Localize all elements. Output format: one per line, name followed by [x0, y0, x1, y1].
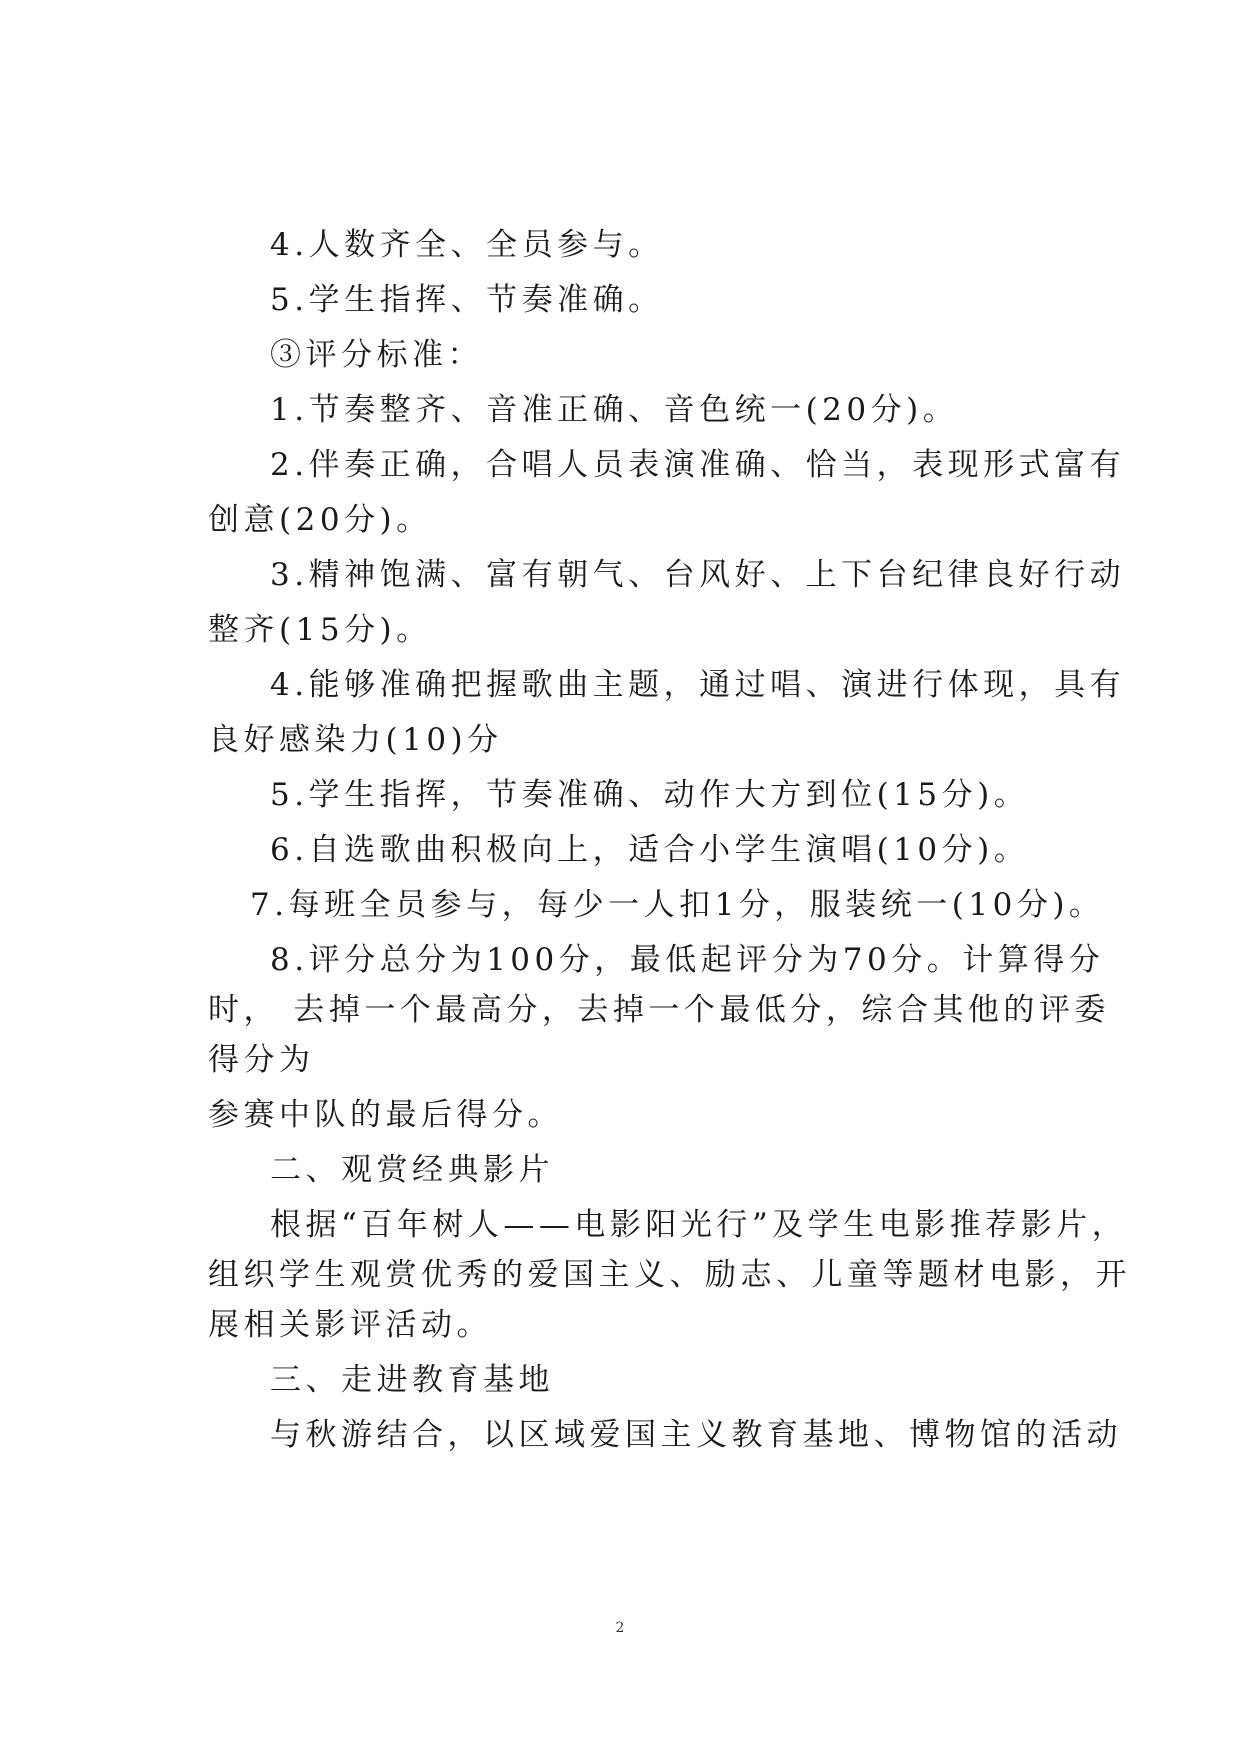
text-line: 1.节奏整齐、音准正确、音色统一(20分)。 — [270, 392, 959, 428]
text-line: 组织学生观赏优秀的爱国主义、励志、儿童等题材电影，开 — [208, 1257, 1131, 1293]
text-line: 与秋游结合，以区域爱国主义教育基地、博物馆的活动 — [270, 1417, 1122, 1453]
text-line: 整齐(15分)。 — [208, 612, 432, 648]
text-line: 4.能够准确把握歌曲主题，通过唱、演进行体现，具有 — [270, 667, 1126, 703]
text-line: 4.人数齐全、全员参与。 — [270, 227, 664, 263]
text-line: 展相关影评活动。 — [208, 1307, 492, 1343]
text-line: 5.学生指挥、节奏准确。 — [270, 282, 664, 318]
text-line: 5.学生指挥，节奏准确、动作大方到位(15分)。 — [270, 777, 1030, 813]
text-line: 3.精神饱满、富有朝气、台风好、上下台纪律良好行动 — [270, 557, 1126, 593]
text-line: 得分为 — [208, 1042, 315, 1078]
page-number: 2 — [615, 1620, 625, 1636]
text-line: 时， 去掉一个最高分，去掉一个最低分，综合其他的评委 — [208, 992, 1110, 1028]
text-line: 创意(20分)。 — [208, 502, 432, 538]
text-line: 良好感染力(10)分 — [208, 722, 503, 758]
text-line: 7.每班全员参与，每少一人扣1分，服装统一(10分)。 — [250, 887, 1105, 923]
text-line: 根据“百年树人——电影阳光行”及学生电影推荐影片， — [270, 1207, 1128, 1243]
section-heading: 三、走进教育基地 — [270, 1362, 554, 1398]
section-heading: 二、观赏经典影片 — [270, 1152, 554, 1188]
text-line: ③评分标准： — [270, 337, 483, 373]
text-line: 8.评分总分为100分，最低起评分为70分。计算得分 — [270, 942, 1105, 978]
text-line: 参赛中队的最后得分。 — [208, 1097, 563, 1133]
text-line: 2.伴奏正确，合唱人员表演准确、恰当，表现形式富有 — [270, 447, 1126, 483]
text-line: 6.自选歌曲积极向上，适合小学生演唱(10分)。 — [270, 832, 1030, 868]
